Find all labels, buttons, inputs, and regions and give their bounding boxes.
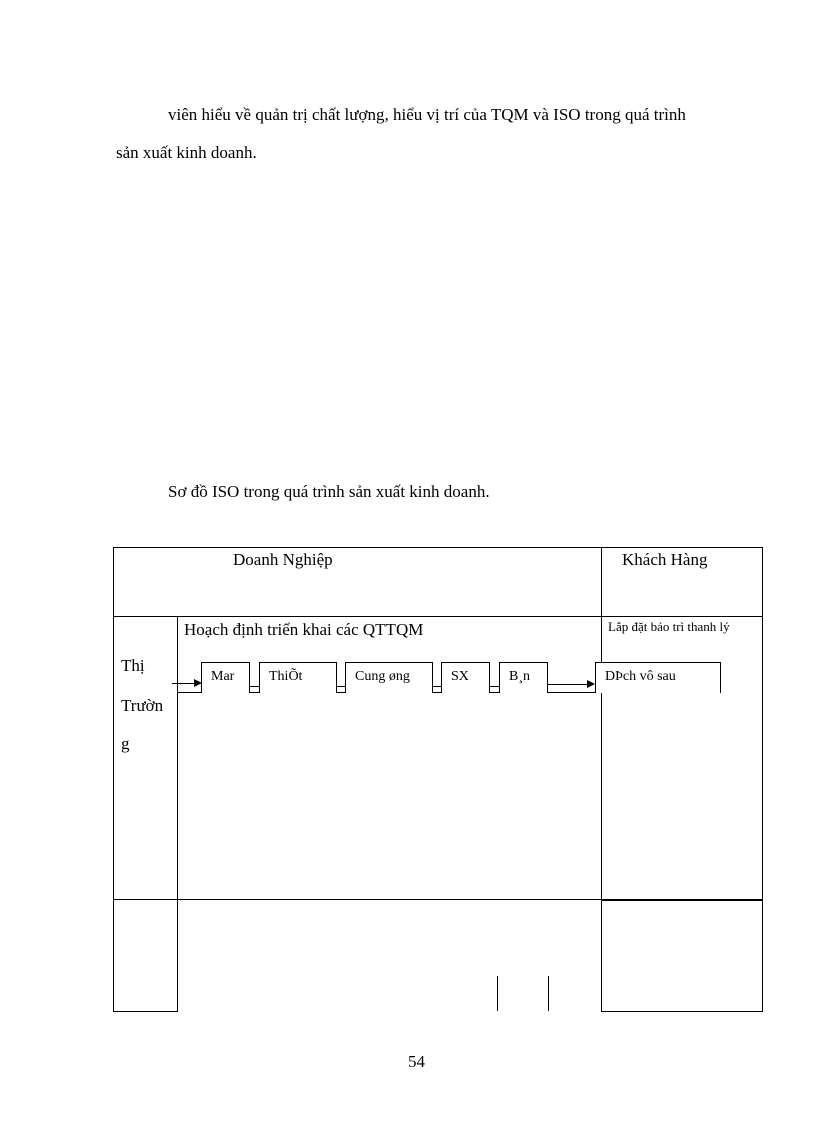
customer-subtitle: Lắp đặt bảo trì thanh lý xyxy=(608,619,730,634)
paragraph-line-1: viên hiểu về quản trị chất lượng, hiểu vị trí của TQM và ISO trong quá trình xyxy=(168,105,686,124)
customer-column-divider xyxy=(601,547,602,1012)
bottom-tick-1 xyxy=(497,976,498,1011)
connector-1 xyxy=(250,686,259,687)
paragraph-line-2: sản xuất kinh doanh. xyxy=(116,143,257,162)
connector-4 xyxy=(490,686,499,687)
header-customer: Khách Hàng xyxy=(622,550,708,569)
frame-bottom-right-line xyxy=(601,1011,763,1012)
lower-row-line-right xyxy=(601,899,763,901)
header-company: Doanh Nghiệp xyxy=(233,550,333,569)
process-box-marketing: Mar xyxy=(201,662,250,693)
connector-2 xyxy=(337,686,345,687)
frame-top-line xyxy=(113,547,763,548)
diagram-caption: Sơ đồ ISO trong quá trình sản xuất kinh doanh. xyxy=(168,482,490,501)
frame-bottom-left-line xyxy=(113,1011,178,1012)
market-column-divider xyxy=(177,616,178,1012)
process-box-after-sales: DÞch vô sau xyxy=(595,662,721,693)
market-label-line-3: g xyxy=(121,734,130,753)
planning-title: Hoạch định triển khai các QTTQM xyxy=(184,620,424,639)
page-number: 54 xyxy=(408,1052,425,1071)
market-label-line-1: Thị xyxy=(121,656,145,675)
process-box-production: SX xyxy=(441,662,490,693)
sales-arrow-line xyxy=(548,684,588,685)
connector-3 xyxy=(433,686,441,687)
process-box-sales: B¸n xyxy=(499,662,548,693)
lower-row-line xyxy=(113,899,601,900)
bottom-tick-2 xyxy=(548,976,549,1011)
market-arrow-line xyxy=(172,683,194,684)
sales-arrow-head xyxy=(587,680,595,688)
market-label-line-2: Trườn xyxy=(121,696,164,715)
process-box-supply: Cung øng xyxy=(345,662,433,693)
header-separator-line xyxy=(113,616,763,617)
process-box-design: ThiÕt xyxy=(259,662,337,693)
